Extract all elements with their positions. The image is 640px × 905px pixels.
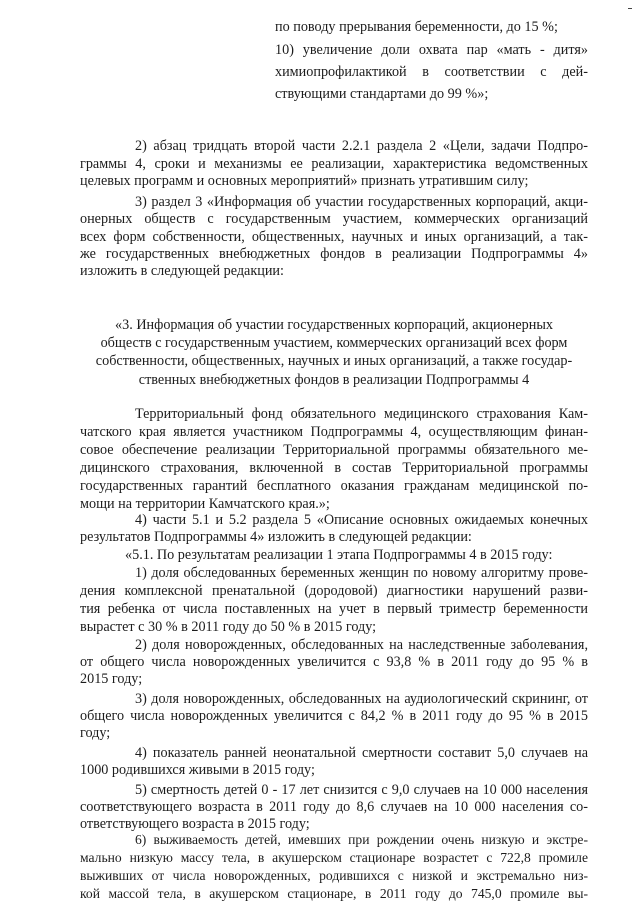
text-line: общего числа новорожденных увеличится с 84,2 % в 2011 году до 95 % в 2015 [80, 708, 588, 724]
text-line: 1) доля обследованных беременных женщин по новому алгоритму прове- [135, 565, 588, 581]
text-line: 5) смертность детей 0 - 17 лет снизится с 9,0 случаев на 10 000 населения [135, 782, 588, 798]
text-line: онерных обществ с государственным участием, коммерческих организаций [80, 211, 588, 227]
text-line: химиопрофилактикой в соответствии с дей- [275, 64, 588, 80]
text-line: целевых программ и основных мероприятий» признать утратившим силу; [80, 173, 529, 189]
text-line: выживших от числа новорожденных, родившихся с низкой и экстремально низ- [80, 868, 588, 883]
text-line: изложить в следующей редакции: [80, 263, 284, 279]
text-line: ствующими стандартами до 99 %»; [275, 86, 489, 102]
text-line: 1000 родившихся живыми в 2015 году; [80, 762, 315, 778]
text-line: 4) части 5.1 и 5.2 раздела 5 «Описание основных ожидаемых конечных [135, 512, 588, 528]
text-line: совое обеспечение реализации Территориальной программы обязательного ме- [80, 442, 588, 458]
text-line: «5.1. По результатам реализации 1 этапа Подпрограммы 4 в 2015 году: [125, 547, 553, 563]
text-line: 2) доля новорожденных, обследованных на наследственные заболевания, [135, 637, 588, 653]
section-heading: обществ с государственным участием, коммерческих организаций всех форм [100, 335, 568, 351]
text-line: Территориальный фонд обязательного медицинского страхования Кам- [135, 406, 588, 422]
text-line: 3) раздел 3 «Информация об участии государственных корпораций, акци- [135, 194, 588, 210]
text-line: 4) показатель ранней неонатальной смертности составит 5,0 случаев на [135, 745, 588, 761]
text-line: от общего числа новорожденных увеличится с 93,8 % в 2011 году до 95 % в [80, 654, 588, 670]
text-line: году; [80, 725, 111, 741]
text-line: соответствующего возраста в 2011 году до 8,6 случаев на 10 000 населения со- [80, 799, 588, 815]
text-line: мощи на территории Камчатского края.»; [80, 496, 330, 512]
text-line: 2015 году; [80, 671, 143, 687]
text-line: кой массой тела, в акушерском стационаре, в 2011 году до 745,0 промиле вы- [80, 886, 588, 901]
text-line: ответствующего возраста в 2015 году; [80, 816, 310, 832]
text-line: чатского края является участником Подпрограммы 4, осуществляющим финан- [80, 424, 588, 440]
text-line: вырастет с 30 % в 2011 году до 50 % в 2015 году; [80, 619, 377, 635]
text-line: государственных гарантий бесплатного оказания гражданам медицинской по- [80, 478, 588, 494]
text-line: же государственных внебюджетных фондов в реализации Подпрограммы 4» [80, 246, 588, 262]
text-line: граммы 4, сроки и механизмы ее реализации, характеристика ведомственных [80, 156, 588, 172]
scan-mark [628, 8, 632, 9]
text-line: 10) увеличение доли охвата пар «мать - дитя» [275, 42, 588, 58]
text-line: дения комплексной пренатальной (дородовой) диагностики нарушений разви- [80, 583, 588, 599]
text-line: 6) выживаемость детей, имевших при рождении очень низкую и экстре- [135, 832, 588, 847]
section-heading: ственных внебюджетных фондов в реализации Подпрограммы 4 [138, 372, 530, 388]
section-heading: собственности, общественных, научных и иных организаций, а также государ- [95, 353, 573, 369]
section-heading: «3. Информация об участии государственных корпораций, акционерных [115, 317, 553, 333]
text-line: 3) доля новорожденных, обследованных на аудиологический скрининг, от [135, 691, 588, 707]
text-line: дицинского страхования, включенной в состав Территориальной программы [80, 460, 588, 476]
text-line: 2) абзац тридцать второй части 2.2.1 раздела 2 «Цели, задачи Подпро- [135, 138, 588, 154]
text-line: всех форм собственности, общественных, научных и иных организаций, а так- [80, 229, 588, 245]
text-line: по поводу прерывания беременности, до 15 %; [275, 19, 558, 35]
text-line: тия ребенка от числа поставленных на учет в первый триместр беременности [80, 601, 588, 617]
text-line: результатов Подпрограммы 4» изложить в следующей редакции: [80, 529, 472, 545]
text-line: мально низкую массу тела, в акушерском стационаре возрастет с 722,8 промиле [80, 850, 588, 865]
